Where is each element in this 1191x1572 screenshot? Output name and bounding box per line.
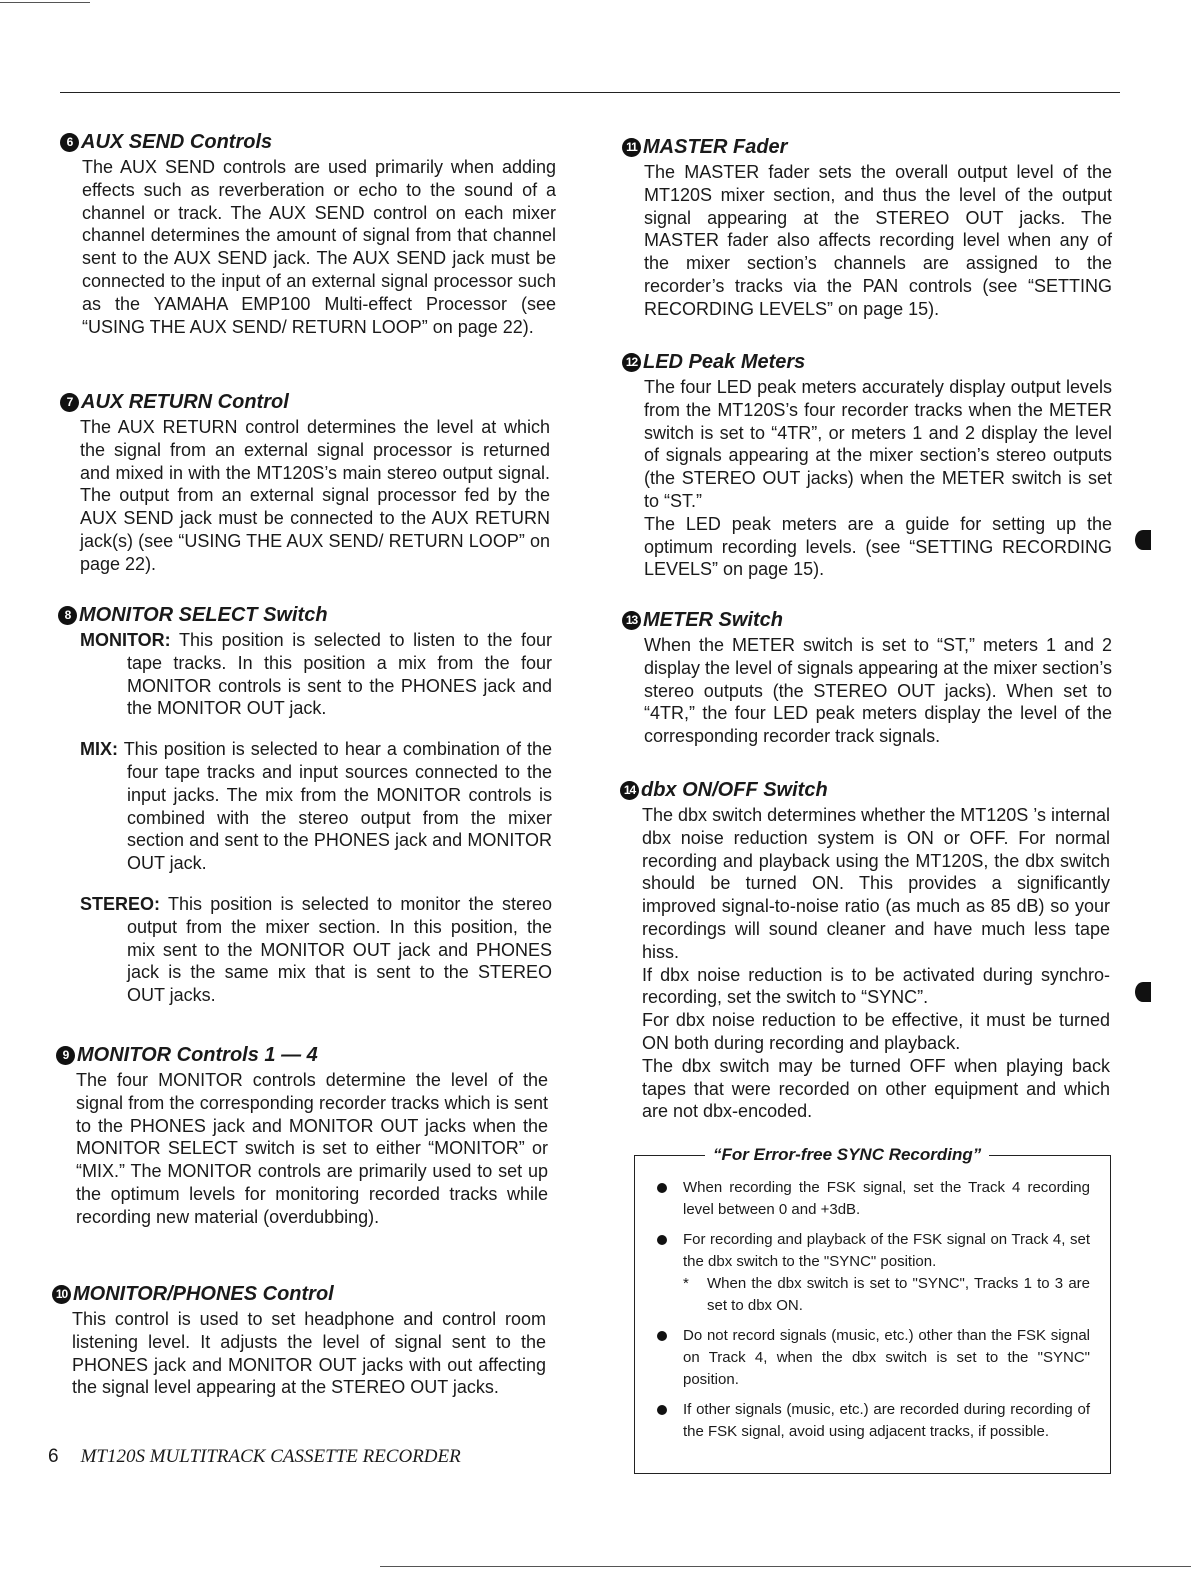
list-item: If other signals (music, etc.) are recorded during recording of the FSK signal, avoid using adjacent tracks, if possible. (657, 1399, 1090, 1443)
section-heading: MONITOR/PHONES Control (73, 1282, 334, 1305)
number-badge-icon: 13 (622, 611, 641, 630)
number-badge-icon: 10 (52, 1285, 71, 1304)
binding-tab-icon (1135, 982, 1151, 1002)
binding-tab-icon (1135, 530, 1151, 550)
bullet-icon (657, 1405, 667, 1415)
bullet-icon (657, 1331, 667, 1341)
bullet-icon (657, 1235, 667, 1245)
number-badge-icon: 8 (58, 606, 77, 625)
number-badge-icon: 9 (56, 1046, 75, 1065)
section-heading: MASTER Fader (643, 135, 788, 158)
number-badge-icon: 12 (622, 353, 641, 372)
section-body: If dbx noise reduction is to be activated during synchro-recording, set the switch to “SYNC”. (642, 964, 1110, 1008)
section-master-fader (622, 133, 1112, 321)
divider (380, 1566, 1191, 1567)
section-heading: MONITOR SELECT Switch (79, 603, 328, 626)
section-body: The four LED peak meters accurately display output levels from the MT120S’s four recorder tracks when the METER switch is set to “4TR”, or meters 1 and 2 display the level of signals appearing at the mixer section’s stereo outputs (the STEREO OUT jacks) when the METER switch is set to “ST.” (644, 377, 1112, 511)
list-item: When recording the FSK signal, set the Track 4 recording level between 0 and +3dB. (657, 1177, 1090, 1221)
section-body: The MASTER fader sets the overall output level of the MT120S mixer section, and thus the level of the output signal appearing at the STEREO OUT jacks. The MASTER fader also affects recording level when any of the mixer section’s channels are assigned to the recorder’s tracks via the PAN controls (see “SETTING RECORDING LEVELS” on page 15). (644, 162, 1112, 319)
section-monitor-select (58, 601, 552, 1007)
list-item: Do not record signals (music, etc.) other than the FSK signal on Track 4, when the dbx switch is set to the "SYNC" position. (657, 1325, 1090, 1391)
section-aux-send (60, 128, 556, 338)
page-number: 6 (48, 1446, 59, 1467)
section-body: The dbx switch may be turned OFF when playing back tapes that were recorded on other equipment and which are not dbx-encoded. (642, 1055, 1110, 1122)
divider (0, 2, 90, 3)
section-monitor-controls (56, 1041, 548, 1229)
section-heading: MONITOR Controls 1 — 4 (77, 1043, 318, 1066)
section-aux-return (60, 388, 550, 576)
section-heading: AUX SEND Controls (81, 130, 273, 153)
term-monitor: MONITOR: This position is selected to listen to the four tape tracks. In this position a mix from the four MONITOR controls is sent to the PHONES jack and the MONITOR OUT jack. (80, 630, 552, 719)
section-body: The four MONITOR controls determine the level of the signal from the corresponding recorder tracks which is sent to the PHONES jack and MONITOR OUT jacks when the MONITOR SELECT switch is set to either “MONITOR” or “MIX.” The MONITOR controls are primarily used to set up the optimum levels for monitoring recorded tracks while recording new material (overdubbing). (76, 1070, 548, 1227)
section-led-meters (622, 348, 1112, 581)
section-dbx-switch (620, 776, 1110, 1123)
section-body: The AUX SEND controls are used primarily when adding effects such as reverberation or echo to the sound of a channel or track. The AUX SEND control on each mixer channel determines the amount of signal from that channel sent to the AUX SEND jack. The AUX SEND jack must be connected to the input of an external signal processor such as the YAMAHA EMP100 Multi-effect Processor (see “USING THE AUX SEND/ RETURN LOOP” on page 22). (82, 157, 556, 337)
section-body: This control is used to set headphone and control room listening level. It adjusts the level of signal sent to the PHONES jack and MONITOR OUT jacks with out affecting the signal level appearing at the STEREO OUT jacks. (72, 1309, 546, 1398)
term-stereo: STEREO: This position is selected to monitor the stereo output from the mixer section. In this position, the mix sent to the MONITOR OUT jack and PHONES jack is the same mix that is sent to the STEREO OUT jacks. (80, 893, 552, 1006)
number-badge-icon: 11 (622, 138, 641, 157)
section-heading: LED Peak Meters (643, 350, 806, 373)
footer-title: MT120S MULTITRACK CASSETTE RECORDER (80, 1446, 461, 1467)
section-monitor-phones (52, 1280, 546, 1399)
section-body: For dbx noise reduction to be effective, it must be turned ON both during recording and playback. (642, 1010, 1110, 1053)
number-badge-icon: 6 (60, 133, 79, 152)
section-heading: dbx ON/OFF Switch (641, 778, 828, 801)
section-body: When the METER switch is set to “ST,” meters 1 and 2 display the level of signals appearing at the mixer section’s stereo outputs (the STEREO OUT jacks). When set to “4TR,” the four LED peak meters display the level of the corresponding recorder track signals. (644, 635, 1112, 747)
notice-list (657, 1177, 1090, 1443)
number-badge-icon: 7 (60, 393, 79, 412)
bullet-icon (657, 1183, 667, 1193)
section-body: The LED peak meters are a guide for setting up the optimum recording levels. (see “SETTING RECORDING LEVELS” on page 15). (644, 513, 1112, 580)
term-mix: MIX: This position is selected to hear a combination of the four tape tracks and input sources connected to the input jacks. The mix from the MONITOR controls is combined with the stereo output from the mixer section and sent to the PHONES jack and MONITOR OUT jack. (80, 739, 552, 874)
list-item: For recording and playback of the FSK signal on Track 4, set the dbx switch to the "SYNC" position. * When the dbx switch is set to "SYNC", Tracks 1 to 3 are set to dbx ON. (657, 1229, 1090, 1317)
note: * When the dbx switch is set to "SYNC", Tracks 1 to 3 are set to dbx ON. (683, 1275, 1090, 1314)
page-footer (48, 1446, 461, 1468)
section-heading: METER Switch (643, 608, 784, 631)
sync-recording-notice (634, 1145, 1111, 1474)
section-meter-switch (622, 606, 1112, 748)
header-rule (60, 92, 1120, 93)
notice-title: “For Error-free SYNC Recording” (713, 1145, 982, 1164)
section-body: The AUX RETURN control determines the level at which the signal from an external signal processor is returned and mixed in with the MT120S’s main stereo output signal. The output from an external signal processor fed by the AUX SEND jack must be connected to the AUX RETURN jack(s) (see “USING THE AUX SEND/ RETURN LOOP” on page 22). (80, 417, 550, 574)
section-body: The dbx switch determines whether the MT120S ’s internal dbx noise reduction system is ON or OFF. For normal recording and playback using the MT120S, the dbx switch should be turned ON. This provides a significantly improved signal-to-noise ratio (as much as 85 dB) so your recordings will sound cleaner and have much less tape hiss. (642, 805, 1110, 962)
section-heading: AUX RETURN Control (81, 390, 289, 413)
number-badge-icon: 14 (620, 781, 639, 800)
